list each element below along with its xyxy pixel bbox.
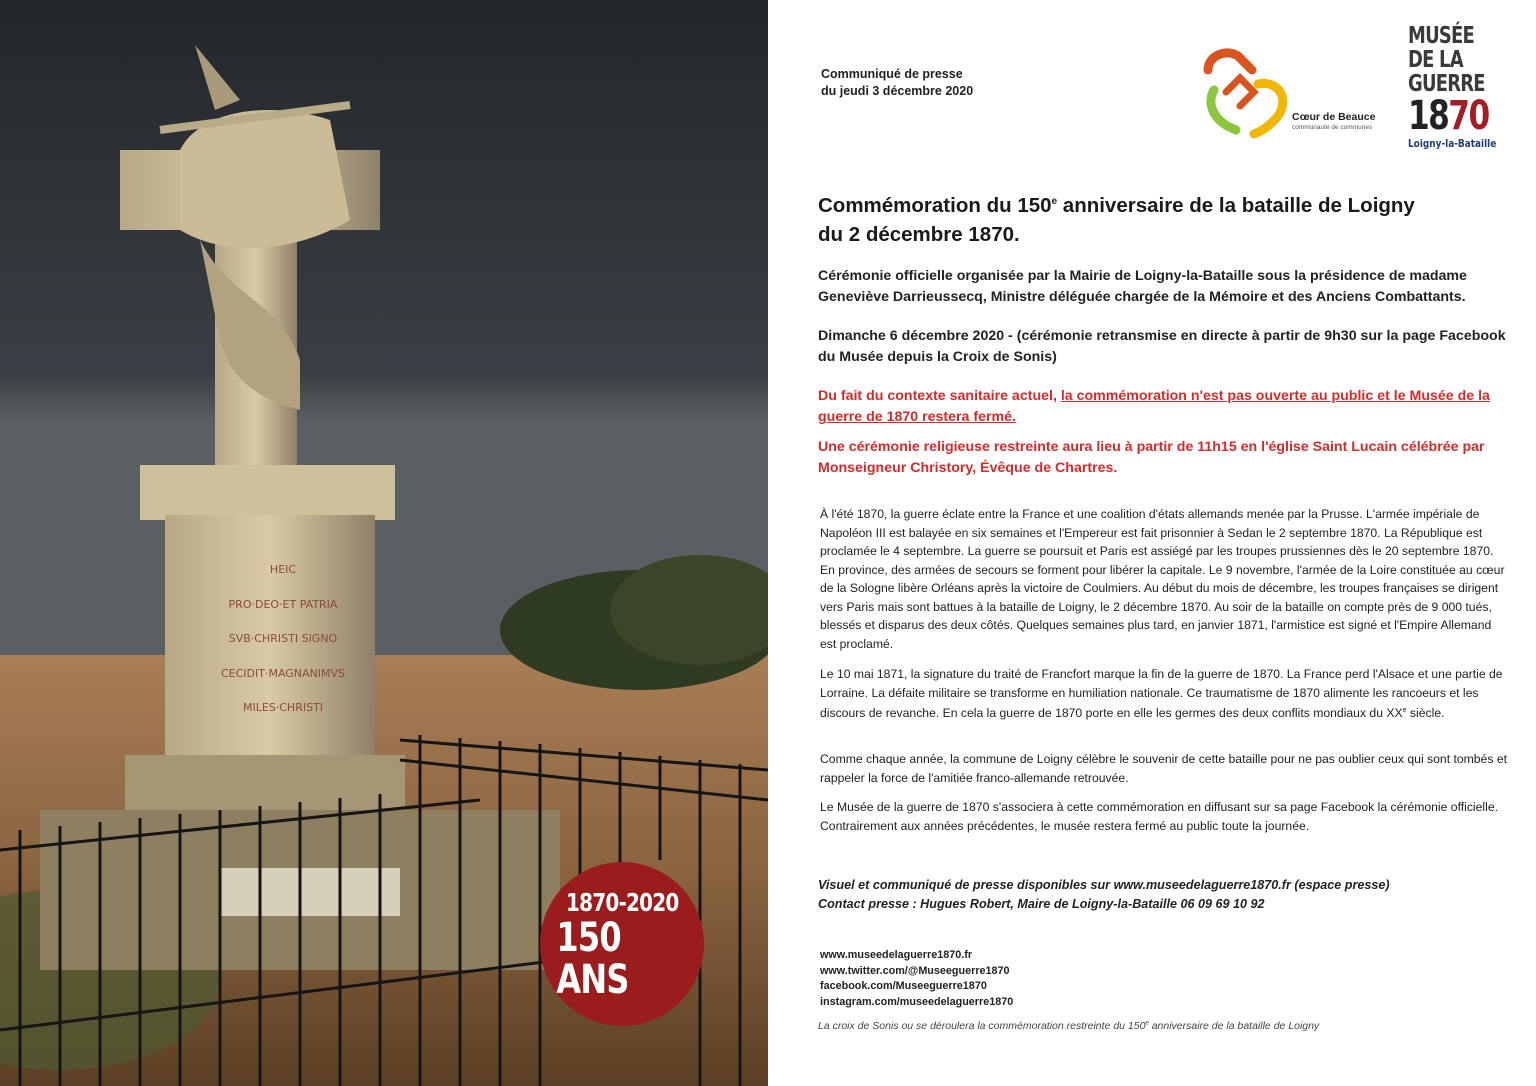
ceremony-info: Cérémonie officielle organisée par la Mairie de Loigny-la-Bataille sous la présidence de madame Geneviève Darrieussecq, Ministre déléguée chargée de la Mémoire et des Anciens Combattants. bbox=[818, 268, 1467, 305]
musee-guerre-logo bbox=[1408, 24, 1498, 150]
press-contact bbox=[818, 876, 1508, 914]
contact-line: Contact presse : Hugues Robert, Maire de Loigny-la-Bataille 06 09 69 10 92 bbox=[818, 897, 1265, 911]
instagram-link[interactable]: instagram.com/museedelaguerre1870 bbox=[820, 995, 1014, 1008]
inscription-line: PRO·DEO·ET PATRIA bbox=[228, 598, 338, 611]
inscription-line: HEIC bbox=[269, 563, 297, 576]
caption-sup: e bbox=[1145, 1020, 1149, 1027]
year-part: 18 bbox=[1408, 93, 1449, 139]
caption-text: La croix de Sonis ou se déroulera la commémoration restreinte du 150 bbox=[818, 1020, 1146, 1032]
twitter-link[interactable]: www.twitter.com/@Museeguerre1870 bbox=[820, 964, 1010, 977]
inscription-line: MILES·CHRISTI bbox=[242, 701, 324, 714]
inscription-line: CECIDIT·MAGNANIMVS bbox=[220, 667, 346, 680]
paragraph-text: Le 10 mai 1871, la signature du traité de Francfort marque la fin de la guerre de 1870. La France perd l'Alsace et une partie de Lorraine. La défaite militaire se transforme en humiliation nationale. Ce traumatisme de 1870 alimente les rancoeurs et les discours de revanche. En cela la guerre de 1870 porte en elle les germes des deux conflits mondiaux du XX bbox=[820, 667, 1503, 721]
musee-logo-line: GUERRE bbox=[1408, 71, 1485, 97]
paragraph-sup: e bbox=[1402, 707, 1407, 714]
musee-logo-year bbox=[1408, 93, 1489, 139]
sunday-info: Dimanche 6 décembre 2020 - (cérémonie retransmise en directe à partir de 9h30 sur la page Facebook du Musée depuis la Croix de Sonis) bbox=[818, 328, 1506, 365]
contact-line: Visuel et communiqué de presse disponibles sur www.museedelaguerre1870.fr (espace presse) bbox=[818, 878, 1390, 892]
musee-logo-line: DE LA bbox=[1408, 47, 1463, 73]
anniversary-badge bbox=[540, 862, 704, 1026]
page-title bbox=[818, 187, 1498, 249]
press-header bbox=[821, 66, 973, 100]
inscription-line: SVB·CHRISTI SIGNO bbox=[228, 632, 338, 645]
sanitary-notice bbox=[818, 386, 1508, 428]
cdb-name: Cœur de Beauce bbox=[1292, 111, 1376, 123]
paragraph-text: siècle. bbox=[1406, 706, 1445, 721]
musee-logo-location: Loigny-la-Bataille bbox=[1408, 138, 1497, 150]
notice-text: Du fait du contexte sanitaire actuel, bbox=[818, 388, 1061, 404]
musee-logo-line: MUSÉE bbox=[1408, 23, 1474, 49]
body-paragraph: À l'été 1870, la guerre éclate entre la France et une coalition d'états allemands menée par la Prusse. L'armée impériale de Napoléon III est balayée en six semaines et l'Empereur est fait prisonnier à Sedan le 2 septembre 1870. La République est proclamée le 4 septembre. La guerre se poursuit et Paris est assiégé par les troupes prussiennes dès le 20 septembre 1870. En province, des armées de secours se forment pour libérer la capitale. Le 9 novembre, l'armée de la Loire constituée au cœur de la Sologne libère Orléans après la victoire de Coulmiers. Au début du mois de décembre, les troupes françaises se dirigent vers Paris mais sont battues à la bataille de Loigny, le 2 décembre 1870. Au soir de la bataille on compte près de 9 000 tués, blessés et disparus des deux côtés. Quelques semaines plus tard, en janvier 1871, l'armistice est signé et l'Empire Allemand est proclamé. bbox=[820, 507, 1505, 651]
press-release bbox=[768, 0, 1536, 1086]
title-sup: e bbox=[1051, 196, 1058, 207]
photo-caption bbox=[818, 1020, 1319, 1032]
facebook-link[interactable]: facebook.com/Museeguerre1870 bbox=[820, 980, 987, 992]
title-text: anniversaire de la bataille de Loigny bbox=[1057, 193, 1415, 217]
press-date: du jeudi 3 décembre 2020 bbox=[821, 84, 974, 98]
year-part: 70 bbox=[1448, 93, 1489, 139]
notice-underlined: la commémoration n'est pas ouverte au public et le Musée de la guerre de 1870 restera fermé. bbox=[818, 388, 1490, 425]
badge-label: 150 ANS bbox=[556, 914, 629, 1003]
website-link[interactable]: www.museedelaguerre1870.fr bbox=[820, 949, 973, 961]
social-links bbox=[820, 948, 1013, 1010]
coeur-de-beauce-icon bbox=[1200, 42, 1300, 142]
title-text: Commémoration du 150 bbox=[818, 193, 1052, 217]
body-paragraph: Comme chaque année, la commune de Loigny célèbre le souvenir de cette bataille pour ne pas oublier ceux qui sont tombés et rappeler la force de l'amitiée franco-allemande retrouvée. bbox=[820, 752, 1507, 785]
coeur-de-beauce-logo bbox=[1200, 42, 1380, 142]
body-paragraph: Le Musée de la guerre de 1870 s'associera à cette commémoration en diffusant sur sa page Facebook la cérémonie officielle. Contrairement aux années précédentes, le musée restera fermé au public toute la journée. bbox=[820, 800, 1498, 833]
press-type: Communiqué de presse bbox=[821, 67, 963, 81]
caption-text: anniversaire de la bataille de Loigny bbox=[1148, 1020, 1320, 1032]
badge-years: 1870-2020 bbox=[565, 887, 679, 917]
title-text: du 2 décembre 1870. bbox=[818, 222, 1020, 246]
body-paragraph bbox=[820, 665, 1510, 723]
cdb-subtitle: communauté de communes bbox=[1292, 124, 1373, 131]
religious-notice: Une cérémonie religieuse restreinte aura lieu à partir de 11h15 en l'église Saint Lucain célébrée par Monseigneur Christory, Évêque de Chartres. bbox=[818, 439, 1485, 476]
